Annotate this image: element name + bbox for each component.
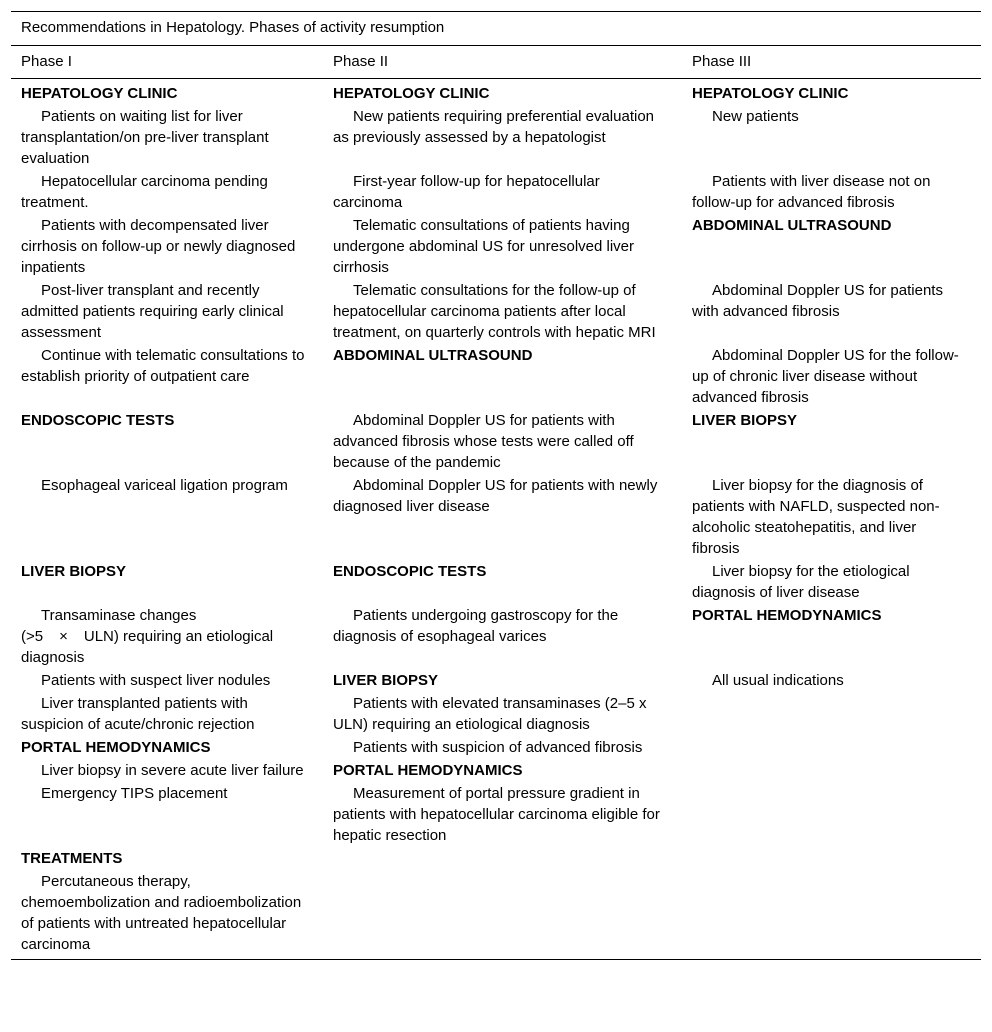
- cell-item: Abdominal Doppler US for patients with newly diagnosed liver disease: [333, 477, 658, 515]
- times-symbol: ×: [59, 628, 68, 645]
- table-row: [11, 560, 981, 604]
- cell-item: Abdominal Doppler US for the follow-up of chronic liver disease without advanced fibrosis: [692, 347, 959, 406]
- transaminase-unit: ULN) requiring an etiological diagnosis: [21, 628, 274, 666]
- section-heading-liver-biopsy: LIVER BIOPSY: [692, 412, 798, 429]
- table-row: [11, 474, 981, 560]
- empty-cell: [323, 870, 682, 960]
- table-row: [11, 604, 981, 669]
- header-phase-1: Phase I: [11, 46, 323, 79]
- section-heading-portal-hemodynamics: PORTAL HEMODYNAMICS: [692, 607, 882, 624]
- table-row: [11, 170, 981, 214]
- table-row: [11, 409, 981, 474]
- cell-item: New patients: [712, 108, 799, 125]
- cell-item: Patients with suspicion of advanced fibrosis: [353, 739, 643, 756]
- cell-item: Patients with liver disease not on follow-up for advanced fibrosis: [692, 173, 931, 211]
- hepatology-table-container: [11, 11, 981, 960]
- empty-cell: [682, 870, 981, 960]
- section-heading-portal-hemodynamics: PORTAL HEMODYNAMICS: [333, 762, 523, 779]
- cell-item: All usual indications: [712, 672, 844, 689]
- table-row: [11, 870, 981, 960]
- cell-item: Patients on waiting list for liver transplantation/on pre-liver transplant evaluation: [21, 108, 269, 167]
- transaminase-threshold: (>5: [21, 628, 44, 645]
- empty-cell: [682, 782, 981, 847]
- cell-item: New patients requiring preferential evaluation as previously assessed by a hepatologist: [333, 108, 655, 146]
- table-row: [11, 847, 981, 870]
- cell-item: Telematic consultations for the follow-up of hepatocellular carcinoma patients after local treatment, on quarterly controls with hepatic MRI: [333, 282, 656, 341]
- table-row: [11, 344, 981, 409]
- cell-item: Patients undergoing gastroscopy for the diagnosis of esophageal varices: [333, 607, 619, 645]
- section-heading-abdominal-ultrasound: ABDOMINAL ULTRASOUND: [333, 347, 533, 364]
- cell-item: Abdominal Doppler US for patients with advanced fibrosis whose tests were called off because of the pandemic: [333, 412, 634, 471]
- cell-item: [11, 604, 323, 669]
- section-heading-endoscopic-tests: ENDOSCOPIC TESTS: [333, 563, 487, 580]
- table-row: [11, 79, 981, 106]
- section-heading-hepatology-clinic: HEPATOLOGY CLINIC: [21, 85, 178, 102]
- cell-item: Liver transplanted patients with suspicion of acute/chronic rejection: [21, 695, 255, 733]
- section-heading-portal-hemodynamics: PORTAL HEMODYNAMICS: [21, 739, 211, 756]
- header-row: [11, 46, 981, 79]
- cell-item: Patients with elevated transaminases (2–5 x ULN) requiring an etiological diagnosis: [333, 695, 647, 733]
- cell-item: Post-liver transplant and recently admitted patients requiring early clinical assessment: [21, 282, 284, 341]
- section-heading-hepatology-clinic: HEPATOLOGY CLINIC: [333, 85, 490, 102]
- transaminase-lead: Transaminase changes: [41, 607, 197, 624]
- table-row: [11, 279, 981, 344]
- table-body: [11, 79, 981, 960]
- cell-item: Hepatocellular carcinoma pending treatment.: [21, 173, 268, 211]
- cell-item: Patients with suspect liver nodules: [41, 672, 271, 689]
- section-heading-liver-biopsy: LIVER BIOPSY: [333, 672, 439, 689]
- cell-item: Telematic consultations of patients having undergone abdominal US for unresolved liver cirrhosis: [333, 217, 635, 276]
- section-heading-abdominal-ultrasound: ABDOMINAL ULTRASOUND: [692, 217, 892, 234]
- header-phase-3: Phase III: [682, 46, 981, 79]
- cell-item: Liver biopsy for the diagnosis of patients with NAFLD, suspected non-alcoholic steatohepatitis, and liver fibrosis: [692, 477, 940, 557]
- empty-cell: [682, 692, 981, 736]
- empty-cell: [682, 736, 981, 759]
- cell-item: Esophageal variceal ligation program: [41, 477, 288, 494]
- empty-cell: [682, 759, 981, 782]
- table-row: [11, 782, 981, 847]
- header-phase-2: Phase II: [323, 46, 682, 79]
- cell-item: First-year follow-up for hepatocellular carcinoma: [333, 173, 600, 211]
- cell-item: Liver biopsy in severe acute liver failure: [41, 762, 304, 779]
- empty-cell: [682, 847, 981, 870]
- table-row: [11, 214, 981, 279]
- cell-item: Percutaneous therapy, chemoembolization and radioembolization of patients with untreated hepatocellular carcinoma: [21, 873, 302, 953]
- section-heading-treatments: TREATMENTS: [21, 850, 123, 867]
- cell-item: Abdominal Doppler US for patients with advanced fibrosis: [692, 282, 943, 320]
- table-row: [11, 759, 981, 782]
- phases-table: [11, 11, 981, 960]
- section-heading-liver-biopsy: LIVER BIOPSY: [21, 563, 127, 580]
- table-row: [11, 669, 981, 692]
- section-heading-hepatology-clinic: HEPATOLOGY CLINIC: [692, 85, 849, 102]
- table-row: [11, 736, 981, 759]
- cell-item: Continue with telematic consultations to establish priority of outpatient care: [21, 347, 305, 385]
- section-heading-endoscopic-tests: ENDOSCOPIC TESTS: [21, 412, 175, 429]
- table-row: [11, 692, 981, 736]
- table-caption: Recommendations in Hepatology. Phases of activity resumption: [11, 11, 981, 46]
- cell-item: Emergency TIPS placement: [41, 785, 228, 802]
- cell-item: Measurement of portal pressure gradient in patients with hepatocellular carcinoma eligible for hepatic resection: [333, 785, 660, 844]
- cell-item: Patients with decompensated liver cirrhosis on follow-up or newly diagnosed inpatients: [21, 217, 296, 276]
- table-row: [11, 105, 981, 170]
- cell-item: Liver biopsy for the etiological diagnosis of liver disease: [692, 563, 910, 601]
- empty-cell: [323, 847, 682, 870]
